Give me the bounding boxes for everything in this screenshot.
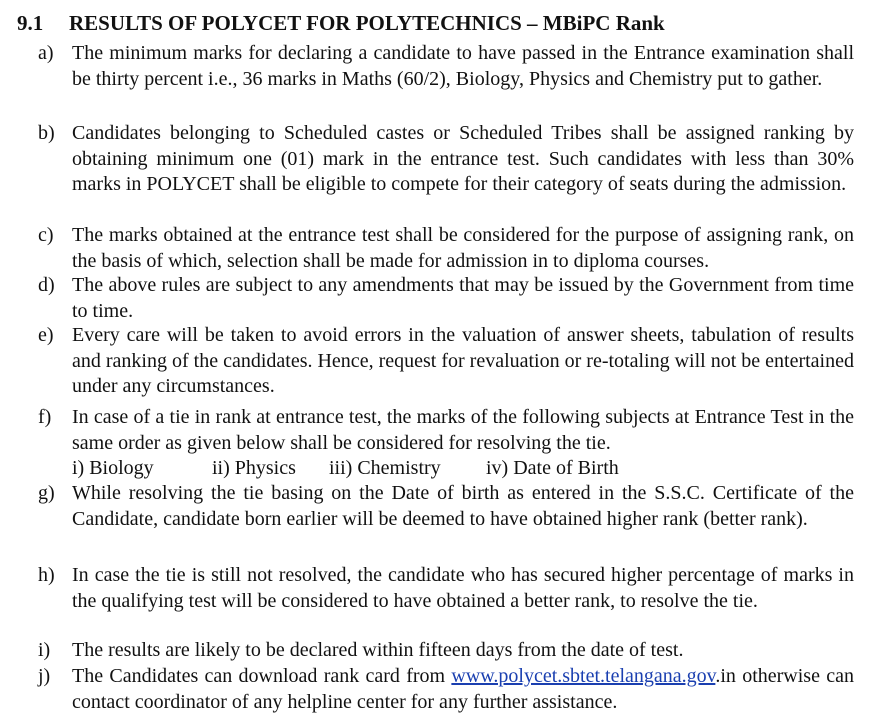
item-text: The results are likely to be declared within fifteen days from the date of test.	[72, 639, 684, 661]
list-item-g	[38, 481, 854, 532]
list-item-j	[38, 664, 854, 715]
item-text-after-link: .in otherwise can contact coordinator of any helpline center for any further assistance.	[72, 665, 854, 713]
item-text	[72, 664, 854, 715]
subject-date-of-birth: iv) Date of Birth	[486, 457, 619, 480]
section-number: 9.1	[17, 11, 44, 35]
subject-biology: i) Biology	[72, 457, 154, 480]
subject-chemistry: iii) Chemistry	[329, 457, 441, 480]
item-marker: i)	[38, 639, 51, 661]
list-item-a	[38, 41, 854, 92]
item-marker: c)	[38, 224, 54, 246]
list-item-f	[38, 405, 854, 482]
list-item-h	[38, 563, 854, 614]
list-item-i	[38, 638, 854, 664]
tie-subject-list	[72, 456, 854, 482]
item-text: In case the tie is still not resolved, the candidate who has secured higher percentage of marks in the qualifying test will be considered to have obtained a better rank, to resolve the tie.	[72, 564, 854, 612]
item-text: The marks obtained at the entrance test shall be considered for the purpose of assigning rank, on the basis of which, selection shall be made for admission in to diploma courses.	[72, 224, 854, 272]
item-marker: h)	[38, 564, 55, 586]
item-marker: f)	[38, 406, 52, 428]
polycet-website-link[interactable]: www.polycet.sbtet.telangana.gov	[451, 665, 716, 687]
item-text: While resolving the tie basing on the Date of birth as entered in the S.S.C. Certificate of the Candidate, candidate born earlier will be deemed to have obtained higher rank (better rank).	[72, 482, 854, 530]
item-text: The above rules are subject to any amendments that may be issued by the Government from time to time.	[72, 274, 854, 322]
item-text-before-link: The Candidates can download rank card from	[72, 665, 446, 687]
item-text: In case of a tie in rank at entrance test, the marks of the following subjects at Entrance Test in the same order as given below shall be considered for resolving the tie.	[72, 406, 854, 454]
item-marker: a)	[38, 42, 54, 64]
section-title: RESULTS OF POLYCET FOR POLYTECHNICS – MBiPC Rank	[69, 11, 665, 35]
item-marker: d)	[38, 274, 55, 296]
item-marker: e)	[38, 324, 54, 346]
list-item-b	[38, 121, 854, 198]
list-item-e	[38, 323, 854, 400]
item-text: Candidates belonging to Scheduled castes or Scheduled Tribes shall be assigned ranking by obtaining minimum one (01) mark in the entrance test. Such candidates with less than 30% marks in POLYCET shall be eligible to compete for their category of seats during the admission.	[72, 122, 854, 196]
subject-physics: ii) Physics	[212, 457, 296, 480]
item-marker: j)	[38, 665, 51, 687]
list-item-d	[38, 273, 854, 324]
item-text: The minimum marks for declaring a candidate to have passed in the Entrance examination shall be thirty percent i.e., 36 marks in Maths (60/2), Biology, Physics and Chemistry put to gather.	[72, 42, 854, 90]
item-marker: g)	[38, 482, 55, 504]
section-heading	[17, 10, 665, 36]
list-item-c	[38, 223, 854, 274]
item-text: Every care will be taken to avoid errors in the valuation of answer sheets, tabulation of results and ranking of the candidates. Hence, request for revaluation or re-totaling will not be entertained under any circumstances.	[72, 324, 854, 398]
item-marker: b)	[38, 122, 55, 144]
